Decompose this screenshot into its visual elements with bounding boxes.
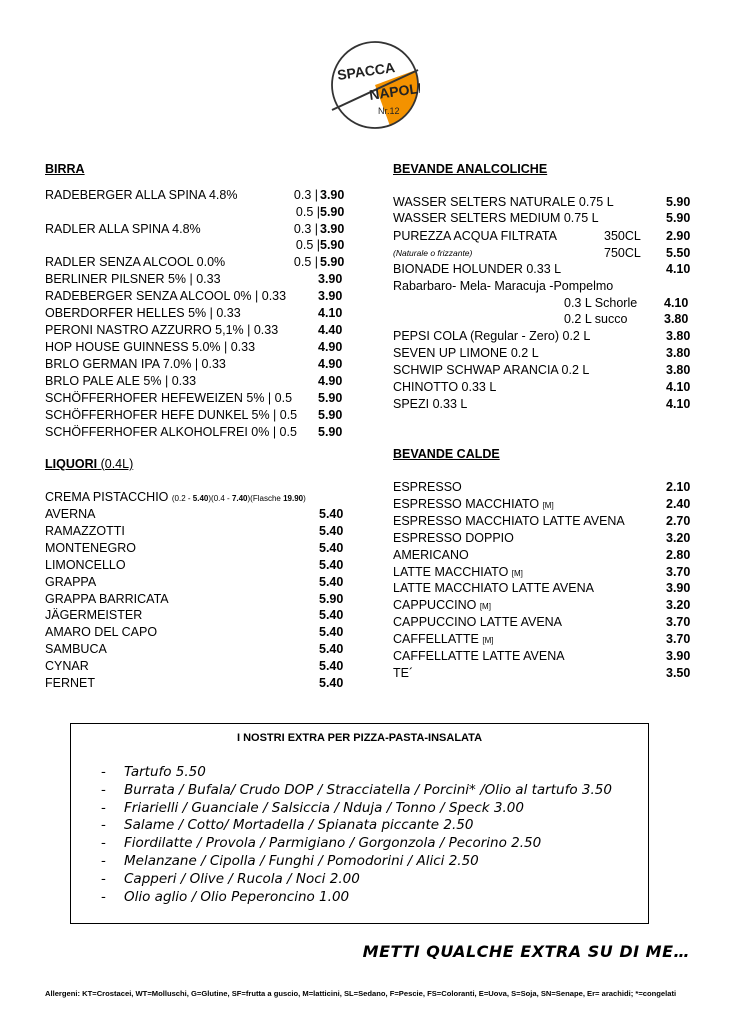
- menu-item-price: 5.90: [320, 255, 345, 269]
- menu-item-name: RADLER SENZA ALCOOL 0.0%: [45, 255, 226, 269]
- menu-item-name: [393, 649, 565, 664]
- menu-item-price: 5.90: [318, 408, 343, 422]
- menu-item-price: 5.40: [319, 557, 344, 572]
- list-dash: -: [101, 852, 106, 869]
- menu-item-price: 3.90: [320, 188, 345, 202]
- menu-item-price: 5.90: [320, 205, 345, 219]
- menu-item-name: [393, 632, 494, 648]
- allergen-tag: [M]: [542, 500, 554, 510]
- menu-item-name: AMARO DEL CAPO: [45, 625, 158, 640]
- menu-item-name: 0.2 L succo: [564, 312, 628, 326]
- menu-item-price: 3.90: [666, 649, 691, 663]
- menu-item-price: 5.90: [666, 211, 691, 225]
- menu-item-name: SCHWIP SCHWAP ARANCIA 0.2 L: [393, 363, 590, 377]
- extras-item-text: Salame / Cotto/ Mortadella / Spianata piccante 2.50: [124, 817, 474, 834]
- menu-item-name: CHINOTTO 0.33 L: [393, 380, 497, 394]
- menu-item-name: JÄGERMEISTER: [45, 608, 143, 623]
- menu-item-price: 4.10: [318, 306, 343, 320]
- extras-item-text: Fiordilatte / Provola / Parmigiano / Gorgonzola / Pecorino 2.50: [124, 835, 542, 852]
- menu-item-name: [393, 480, 462, 495]
- menu-item-name: PEPSI COLA (Regular - Zero) 0.2 L: [393, 329, 591, 343]
- liquori-title: LIQUORI (0.4L): [45, 457, 134, 471]
- extras-item-text: Burrata / Bufala/ Crudo DOP / Stracciatella / Porcini* /Olio al tartufo 3.50: [124, 781, 612, 798]
- extras-item: [101, 835, 621, 853]
- menu-item-name: 0.3 L Schorle: [564, 296, 638, 310]
- menu-item-size: 750CL: [604, 246, 641, 260]
- extras-box: [70, 723, 649, 924]
- menu-item-name: BERLINER PILSNER 5% | 0.33: [45, 272, 221, 286]
- menu-item-name: [393, 514, 625, 529]
- menu-item-label: ESPRESSO MACCHIATO LATTE AVENA: [393, 513, 625, 528]
- menu-item-name: RADLER ALLA SPINA 4.8%: [45, 222, 201, 236]
- menu-item-price: 4.10: [666, 397, 691, 411]
- menu-item-price: 5.40: [319, 642, 344, 657]
- extras-item: [101, 800, 621, 818]
- list-dash: -: [101, 870, 106, 887]
- list-dash: -: [101, 781, 106, 798]
- menu-item-name: SAMBUCA: [45, 642, 107, 657]
- list-dash: -: [101, 799, 106, 816]
- menu-item-name: BRLO GERMAN IPA 7.0% | 0.33: [45, 357, 226, 371]
- menu-item-price: 3.70: [666, 632, 691, 647]
- menu-item-price: 2.70: [666, 513, 691, 528]
- menu-item-price: 5.40: [319, 540, 344, 555]
- menu-item-size: 350CL: [604, 229, 641, 243]
- extras-item: [101, 817, 621, 835]
- menu-item-name: SPEZI 0.33 L: [393, 397, 468, 411]
- menu-item-name: [393, 548, 469, 563]
- menu-item-label: CAFFELLATTE: [393, 632, 479, 647]
- menu-item-price: 3.90: [666, 581, 691, 596]
- menu-item-price: 5.90: [318, 391, 343, 405]
- menu-item-price: 3.50: [666, 665, 691, 680]
- menu-item-price: 4.10: [666, 380, 691, 394]
- menu-item-price: 5.40: [319, 659, 344, 674]
- menu-item-size: 0.3 |: [293, 188, 318, 202]
- menu-item-label: LATTE MACCHIATO LATTE AVENA: [393, 581, 594, 596]
- menu-item-price: 4.10: [664, 296, 689, 310]
- menu-item-price: 3.80: [666, 346, 691, 360]
- menu-item-price: 2.90: [666, 229, 691, 243]
- svg-text:Nr.12: Nr.12: [378, 106, 400, 116]
- slogan: METTI QUALCHE EXTRA SU DI ME…: [362, 942, 690, 961]
- menu-item-note: (Naturale o frizzante): [393, 248, 473, 258]
- menu-item-name: OBERDORFER HELLES 5% | 0.33: [45, 306, 241, 320]
- menu-item-label: ESPRESSO DOPPIO: [393, 530, 514, 545]
- menu-item-price: 3.80: [666, 329, 691, 343]
- menu-item-size: 0.3 |: [293, 222, 318, 236]
- menu-item-name: AVERNA: [45, 507, 96, 521]
- menu-item-price: 5.40: [319, 608, 344, 623]
- menu-item-price: 4.10: [666, 262, 691, 276]
- menu-item-name: SCHÖFFERHOFER ALKOHOLFREI 0% | 0.5: [45, 425, 297, 439]
- svg-text:SPACCA: SPACCA: [336, 59, 396, 83]
- menu-item-label: CAFFELLATTE LATTE AVENA: [393, 649, 565, 663]
- menu-item-name: BRLO PALE ALE 5% | 0.33: [45, 374, 197, 388]
- menu-item-name: SCHÖFFERHOFER HEFEWEIZEN 5% | 0.5: [45, 391, 293, 405]
- birra-title: BIRRA: [45, 162, 85, 176]
- menu-item-crema-pistacchio: CREMA PISTACCHIO (0.2 - 5.40)(0.4 - 7.40)(Flasche 19.90): [45, 490, 306, 504]
- extras-item: [101, 853, 621, 871]
- extras-item-text: Tartufo 5.50: [124, 764, 206, 780]
- list-dash: -: [101, 764, 106, 780]
- menu-item-label: ESPRESSO MACCHIATO: [393, 496, 540, 511]
- menu-item-price: 3.90: [318, 289, 343, 303]
- menu-item-price: 3.80: [664, 312, 689, 326]
- allergen-tag: [M]: [479, 602, 491, 612]
- menu-item-price: 3.90: [320, 222, 345, 236]
- calde-title: BEVANDE CALDE: [393, 447, 500, 461]
- menu-item-name: [393, 565, 523, 581]
- menu-item-price: 4.90: [318, 340, 343, 354]
- menu-item-name: HOP HOUSE GUINNESS 5.0% | 0.33: [45, 340, 256, 354]
- menu-item-price: 3.90: [318, 272, 343, 286]
- menu-item-price: 3.20: [666, 598, 691, 613]
- extras-item-text: Olio aglio / Olio Peperoncino 1.00: [124, 888, 350, 905]
- menu-item-size: 0.5 |: [295, 205, 320, 219]
- list-dash: -: [101, 888, 106, 905]
- menu-item-price: 3.70: [666, 564, 691, 579]
- menu-item-name: GRAPPA BARRICATA: [45, 591, 169, 606]
- menu-item-price: 5.40: [319, 523, 344, 538]
- menu-item-name: [393, 581, 594, 596]
- list-dash: -: [101, 817, 106, 834]
- menu-item-name: GRAPPA: [45, 574, 97, 589]
- menu-item-price: 5.90: [666, 195, 691, 209]
- menu-item-price: 2.40: [666, 496, 691, 511]
- menu-item-name: WASSER SELTERS NATURALE 0.75 L: [393, 195, 614, 209]
- menu-item-label: TE´: [393, 665, 414, 680]
- extras-item: [101, 871, 621, 889]
- menu-item-name: LIMONCELLO: [45, 557, 126, 572]
- menu-item-price: 3.20: [666, 530, 691, 545]
- menu-item-price: 3.70: [666, 615, 691, 630]
- menu-item-name: RADEBERGER SENZA ALCOOL 0% | 0.33: [45, 289, 287, 303]
- allergen-tag: [M]: [511, 568, 523, 578]
- menu-item-name: SEVEN UP LIMONE 0.2 L: [393, 346, 539, 360]
- menu-item-name: [393, 531, 514, 546]
- extras-item: [101, 889, 621, 907]
- menu-item-name: [393, 598, 491, 614]
- menu-item-price: 4.40: [318, 323, 343, 337]
- menu-item-price: 5.40: [319, 574, 344, 589]
- menu-item-name: RADEBERGER ALLA SPINA 4.8%: [45, 188, 238, 202]
- menu-item-price: 5.40: [319, 625, 344, 640]
- menu-item-name: WASSER SELTERS MEDIUM 0.75 L: [393, 211, 599, 225]
- menu-item-label: LATTE MACCHIATO: [393, 564, 509, 579]
- menu-item-name: CYNAR: [45, 659, 89, 674]
- extras-item: [101, 782, 621, 800]
- menu-item-name: RAMAZZOTTI: [45, 523, 125, 538]
- menu-item-label: CAPPUCCINO: [393, 598, 477, 613]
- menu-item-name: BIONADE HOLUNDER 0.33 L: [393, 262, 562, 276]
- analcoliche-title: BEVANDE ANALCOLICHE: [393, 162, 548, 176]
- menu-item-price: 5.50: [666, 246, 691, 260]
- menu-item-name: SCHÖFFERHOFER HEFE DUNKEL 5% | 0.5: [45, 408, 298, 422]
- menu-item-label: ESPRESSO: [393, 480, 462, 494]
- menu-item-price: 4.90: [318, 374, 343, 388]
- extras-title: I NOSTRI EXTRA PER PIZZA-PASTA-INSALATA: [236, 732, 483, 744]
- menu-item-price: 5.90: [318, 425, 343, 439]
- allergens-note: Allergeni: KT=Crostacei, WT=Molluschi, G=Glutine, SF=frutta a guscio, M=latticini, SL=Sedano, F=Pescie, FS=Coloranti, E=Uova, S=Soja, SN=Senape, Er= arachidi; *=congelati: [45, 989, 677, 998]
- extras-item-text: Melanzane / Cipolla / Funghi / Pomodorini / Alici 2.50: [124, 852, 479, 869]
- extras-item-text: Friarielli / Guanciale / Salsiccia / Nduja / Tonno / Speck 3.00: [124, 799, 524, 816]
- extras-list: [101, 764, 621, 906]
- menu-item-label: AMERICANO: [393, 547, 469, 562]
- menu-item-price: 5.40: [319, 676, 344, 690]
- restaurant-logo: [330, 40, 420, 130]
- extras-item-text: Capperi / Olive / Rucola / Noci 2.00: [124, 870, 360, 887]
- menu-item-price: 5.90: [319, 591, 344, 606]
- menu-item-price: 5.90: [320, 238, 345, 252]
- menu-item-name: MONTENEGRO: [45, 540, 136, 555]
- menu-item-name: [393, 497, 554, 513]
- svg-text:NAPOLI: NAPOLI: [368, 79, 420, 103]
- menu-item-size: 0.5 |: [295, 238, 320, 252]
- extras-item: [101, 764, 621, 782]
- menu-item-name: [393, 615, 562, 630]
- menu-item-name: FERNET: [45, 676, 95, 690]
- menu-item-name: PERONI NASTRO AZZURRO 5,1% | 0.33: [45, 323, 279, 337]
- menu-item-label: CAPPUCCINO LATTE AVENA: [393, 615, 563, 630]
- menu-item-name: PUREZZA ACQUA FILTRATA: [393, 229, 557, 243]
- menu-item-price: 5.40: [319, 507, 344, 521]
- menu-item-name: [393, 666, 413, 681]
- menu-item-price: 2.10: [666, 480, 691, 494]
- allergen-tag: [M]: [482, 636, 494, 646]
- list-dash: -: [101, 835, 106, 852]
- menu-item-price: 3.80: [666, 363, 691, 377]
- menu-item-size: 0.5 |: [293, 255, 318, 269]
- menu-item-price: 4.90: [318, 357, 343, 371]
- menu-item-name: Rabarbaro- Mela- Maracuja -Pompelmo: [393, 279, 614, 293]
- menu-item-price: 2.80: [666, 547, 691, 562]
